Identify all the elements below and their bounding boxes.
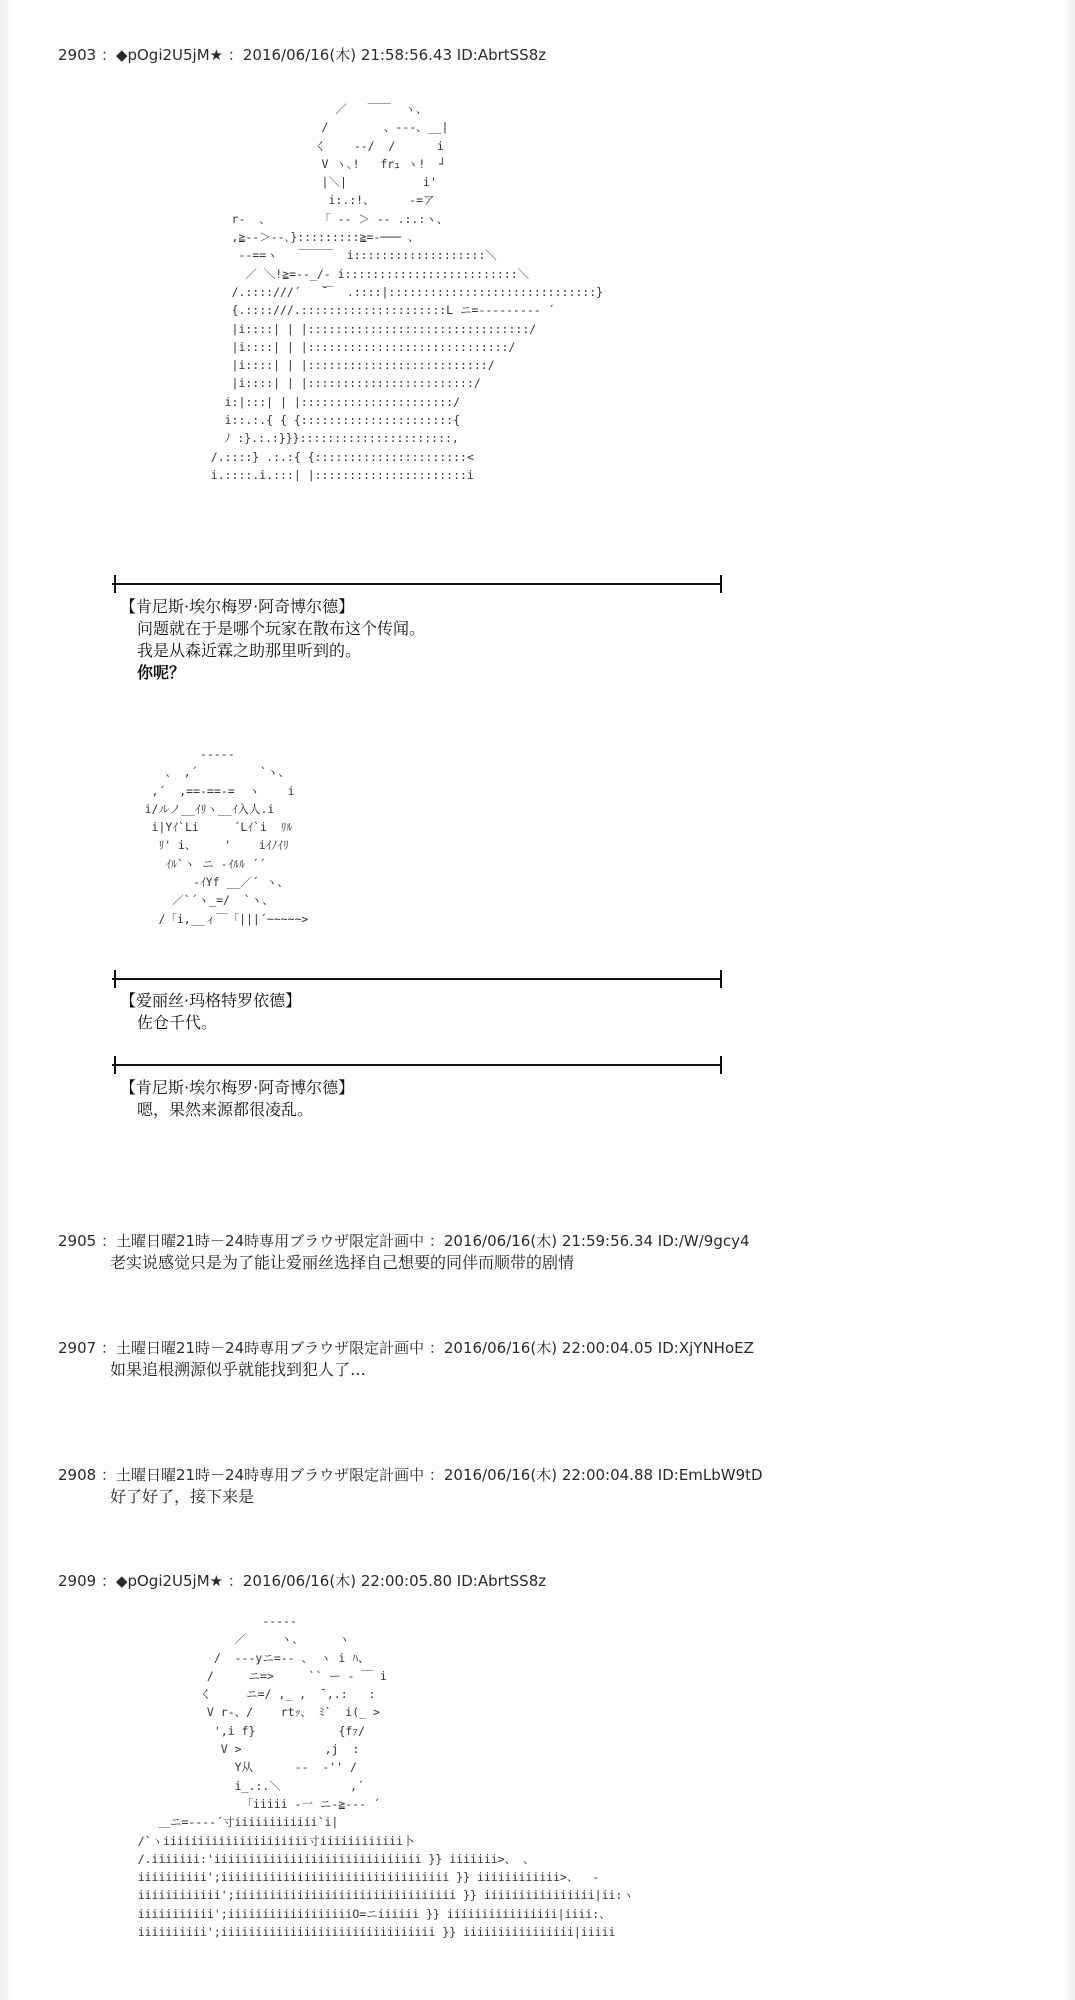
- dialogue-line: 问题就在于是哪个玩家在散布这个传闻。: [137, 619, 426, 638]
- post-header-2903: 2903 ：◆pOgi2U5jM★ ：2016/06/16(木) 21:58:56.43 ID:AbrtSS8z: [58, 46, 547, 64]
- post-header-2907: 2907 ：土曜日曜21時－24時専用ブラウザ限定計画中 ：2016/06/16(木) 22:00:04.05 ID:XjYNHoEZ: [58, 1339, 754, 1357]
- dialogue-block-kenneth-1: [120, 596, 425, 684]
- dialogue-divider: [112, 1064, 722, 1066]
- speaker-name: 【肯尼斯·埃尔梅罗·阿奇博尔德】: [120, 1078, 355, 1097]
- dialogue-line: 嗯，果然来源都很凌乱。: [137, 1100, 314, 1119]
- speaker-name: 【肯尼斯·埃尔梅罗·阿奇博尔德】: [120, 597, 355, 616]
- post-body-2905: 老实说感觉只是为了能让爱丽丝选择自己想要的同伴而顺带的剧情: [110, 1253, 575, 1272]
- ascii-art-kenneth-1: ／ ￣￣ ヽ、 / 、-‐-、__| く ‐-/ / i V ヽ､! frｭ ヽ! ┘ |＼| i' i:.:!、 -=ア r‐ 、 「 ‐- ＞ ‐- .:.:ヽ、 ,≧‐-＞‐-､}:::::::::≧=‐─── 、 ‐-==ヽ ￣￣￣ i:::::::::::::::::::＼ ／ ＼!≧=‐-_/‐ i:::::::::::::::::::::::::＼ /.::::///´ ̄￣ .::::|::::::::::::::::::::::::::::::} {.::::///.:::::::::::::::::::::L ニ=‐-------- ´ |i::::| | |::::::::::::::::::::::::::::::::/ |i::::| | |:::::::::::::::::::::::::::::/ |i::::| | |::::::::::::::::::::::::::/ |i::::| | |::::::::::::::::::::::::/ i:|:::| | |::::::::::::::::::::::/ i::.:.{ { {::::::::::::::::::::::{ ﾉ :}.:.:}}}::::::::::::::::::::::, /.::::} .:.:{ {::::::::::::::::::::::< i.::::.i.:::| |::::::::::::::::::::::i: [210, 102, 604, 482]
- dialogue-block-kenneth-2: [120, 1077, 354, 1121]
- dialogue-line: 佐仓千代。: [137, 1013, 218, 1032]
- ascii-art-alice: ----- 、 ,´ `ヽ、 ,´ ,==‐==‐= ヽ i i/ルノ__ｲﾘヽ__ｲ入人.i i|Yｲ`Li ´Lｲ`i ﾘﾙ ﾘ' i、 ' iｲﾉｲﾘ ｲﾙ`ヽ ニ -ｲﾙﾙ ´´ ‐ｲYf __／´ ヽ、 ／`´ヽ_=/ `ヽ、 /「i,__ィ￣「|||´~~~~~>: [144, 747, 309, 926]
- dialogue-divider: [112, 978, 722, 980]
- dialogue-line: 我是从森近霖之助那里听到的。: [137, 641, 362, 660]
- post-header-2909: 2909 ：◆pOgi2U5jM★ ：2016/06/16(木) 22:00:05.80 ID:AbrtSS8z: [58, 1572, 547, 1590]
- dialogue-divider: [112, 583, 722, 585]
- post-body-2907: 如果追根溯源似乎就能找到犯人了…: [110, 1360, 367, 1379]
- post-body-2908: 好了好了，接下来是: [110, 1487, 255, 1506]
- dialogue-line: 你呢？: [137, 663, 186, 682]
- ascii-art-kenneth-2: ----- ／ ヽ、 ヽ / ‐-‐yニ=‐- 、 ヽ i ﾊ、 / ニ=> `` ー ‐ ￣ i く ニ=/ ,_ , ̄ ,.: : V r‐、/ rtｯ、 ﾐ` i(_ > ',i f} {fｧ/ V > ,j : Y从 ‐‐ ‐'' / i_.:.＼ ,´ 「iiiii ‐一 ニ‐≧‐-‐ ´ ＿ニ=‐‐‐‐´寸iiiiiiiiiiii`i| /`ヽiiiiiiiiiiiiiiiiiiiii寸iiiiiiiiiiii卜 /.iiiiiii:'iiiiiiiiiiiiiiiiiiiiiiiiiiiiii }} iiiiiii>、 、 iiiiiiiiii';iiiiiiiiiiiiiiiiiiiiiiiiiiiiiiiii }} iiiiiiiiiiii>、 ‐ iiiiiiiiiiii';iiiiiiiiiiiiiiiiiiiiiiiiiiiiiiii }} iiiiiiiiiiiiiiii|ii:ヽ iiiiiiiiiii';iiiiiiiiiiiiiiiiiiO=ニiiiiii }} iiiiiiiiiiiiiiii|iiii:、 iiiiiiiiii';iiiiiiiiiiiiiiiiiiiiiiiiiiiiiii }} iiiiiiiiiiiiiiii|iiiii: [137, 1614, 634, 1940]
- dialogue-block-alice: [120, 990, 301, 1034]
- post-header-2908: 2908 ：土曜日曜21時－24時専用ブラウザ限定計画中 ：2016/06/16(木) 22:00:04.88 ID:EmLbW9tD: [58, 1466, 763, 1484]
- speaker-name: 【爱丽丝·玛格特罗依德】: [120, 991, 302, 1010]
- post-header-2905: 2905 ：土曜日曜21時－24時専用ブラウザ限定計画中 ：2016/06/16(木) 21:59:56.34 ID:/W/9gcy4: [58, 1232, 750, 1250]
